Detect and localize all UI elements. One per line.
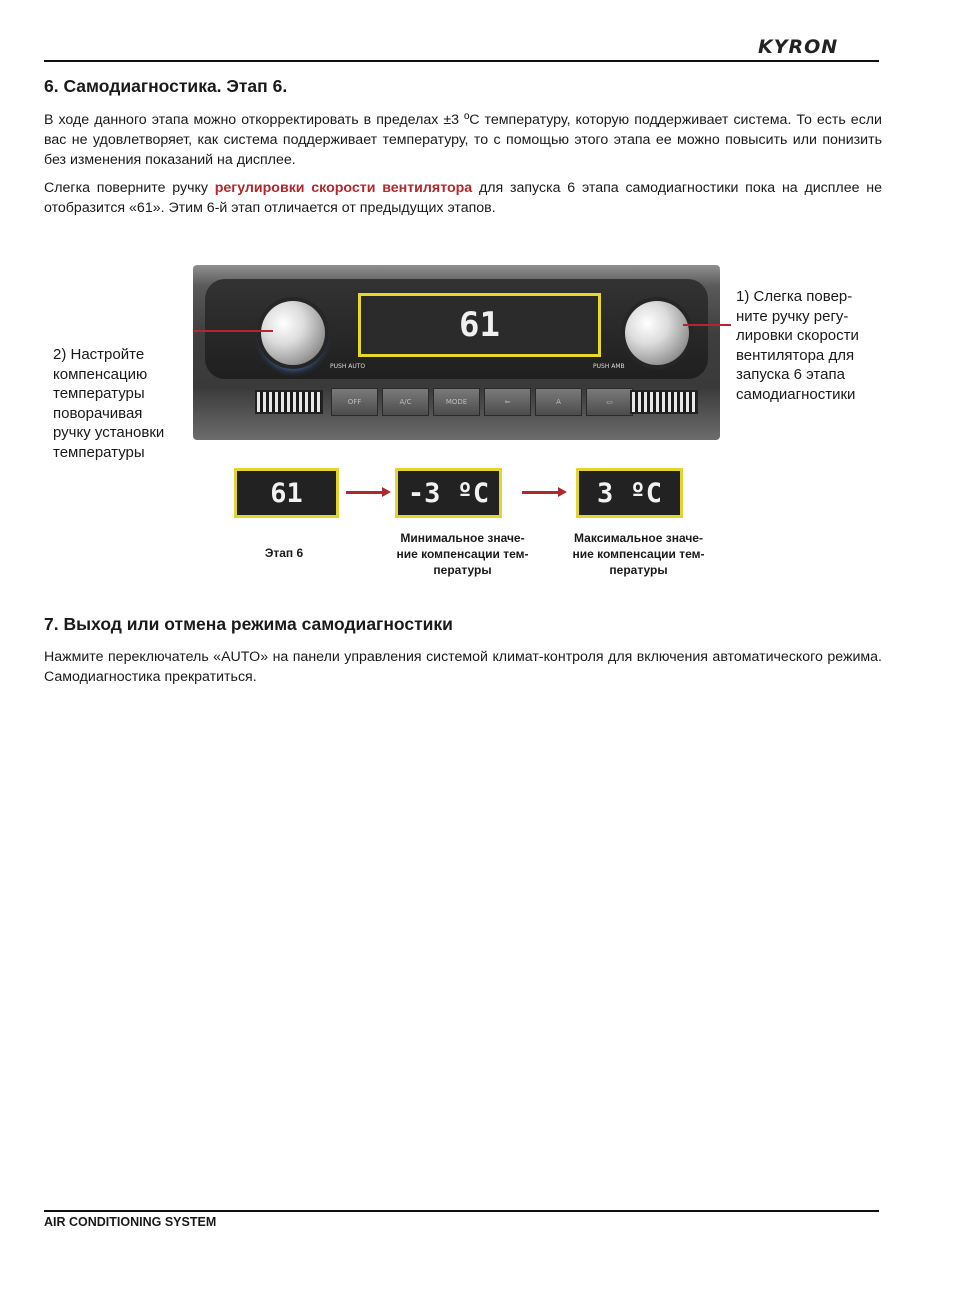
step6-display: 61 <box>234 468 339 518</box>
arrow-1 <box>346 491 383 494</box>
brand-logo: KYRON <box>758 36 839 58</box>
section6-paragraph2 <box>44 178 882 218</box>
mode-button: MODE <box>433 388 480 416</box>
push-auto-label: PUSH AUTO <box>330 363 366 370</box>
max-compensation-display: 3 ºС <box>576 468 683 518</box>
off-button: OFF <box>331 388 378 416</box>
recirc-button: ⇐ <box>484 388 531 416</box>
right-callout-leader <box>683 324 731 326</box>
panel-display: 61 <box>358 293 601 357</box>
top-divider <box>44 60 879 62</box>
fan-speed-knob <box>625 301 689 365</box>
para2-highlight: регулировки скорости вентилятора <box>214 180 473 196</box>
min-compensation-caption: Минимальное значе- ние компенсации тем- пературы <box>396 531 529 577</box>
section6-paragraph1: В ходе данного этапа можно откорректировать в пределах ±3 ºС температуру, которую поддерживает система. То есть если вас не удовлетворяет, как система поддерживает температуру, то с помощью этого этапа ее можно повысить или понизить без изменения показаний на дисплее. <box>44 112 882 168</box>
para2-text-before: Слегка поверните ручку <box>44 180 215 196</box>
rear-defrost-button: ▭ <box>586 388 633 416</box>
para2-text-after: для запуска 6 этапа самодиагностики пока на дисплее не отобразится «61». Этим 6-й этап отличается от предыдущих этапов. <box>44 180 882 216</box>
section7-title: 7. Выход или отмена режима самодиагностики <box>44 614 453 634</box>
section6-title: 6. Самодиагностика. Этап 6. <box>44 76 288 96</box>
step6-caption: Этап 6 <box>264 546 304 560</box>
footer-section-name: AIR CONDITIONING SYSTEM <box>44 1215 217 1229</box>
panel-button-row <box>331 388 633 416</box>
left-vent <box>255 390 323 414</box>
right-callout-text: 1) Слегка повер- ните ручку регу- лировки скорости вентилятора для запуска 6 этапа самодиагностики <box>736 288 859 403</box>
climate-control-panel-photo <box>193 265 720 440</box>
section7-paragraph: Нажмите переключатель «AUTO» на панели управления системой климат-контроля для включения автоматического режима. Самодиагностика прекратиться. <box>44 649 882 685</box>
min-compensation-display: -3 ºС <box>395 468 502 518</box>
front-defrost-button: A <box>535 388 582 416</box>
temperature-knob <box>261 301 325 365</box>
left-callout-leader <box>193 330 273 332</box>
bottom-divider <box>44 1210 879 1212</box>
arrow-2 <box>522 491 559 494</box>
ac-button: A/C <box>382 388 429 416</box>
left-callout-text: 2) Настройте компенсацию температуры поворачивая ручку установки температуры <box>53 346 165 461</box>
push-amb-label: PUSH AMB <box>593 363 625 370</box>
right-vent <box>630 390 698 414</box>
max-compensation-caption: Максимальное значе- ние компенсации тем- пературы <box>572 531 705 577</box>
